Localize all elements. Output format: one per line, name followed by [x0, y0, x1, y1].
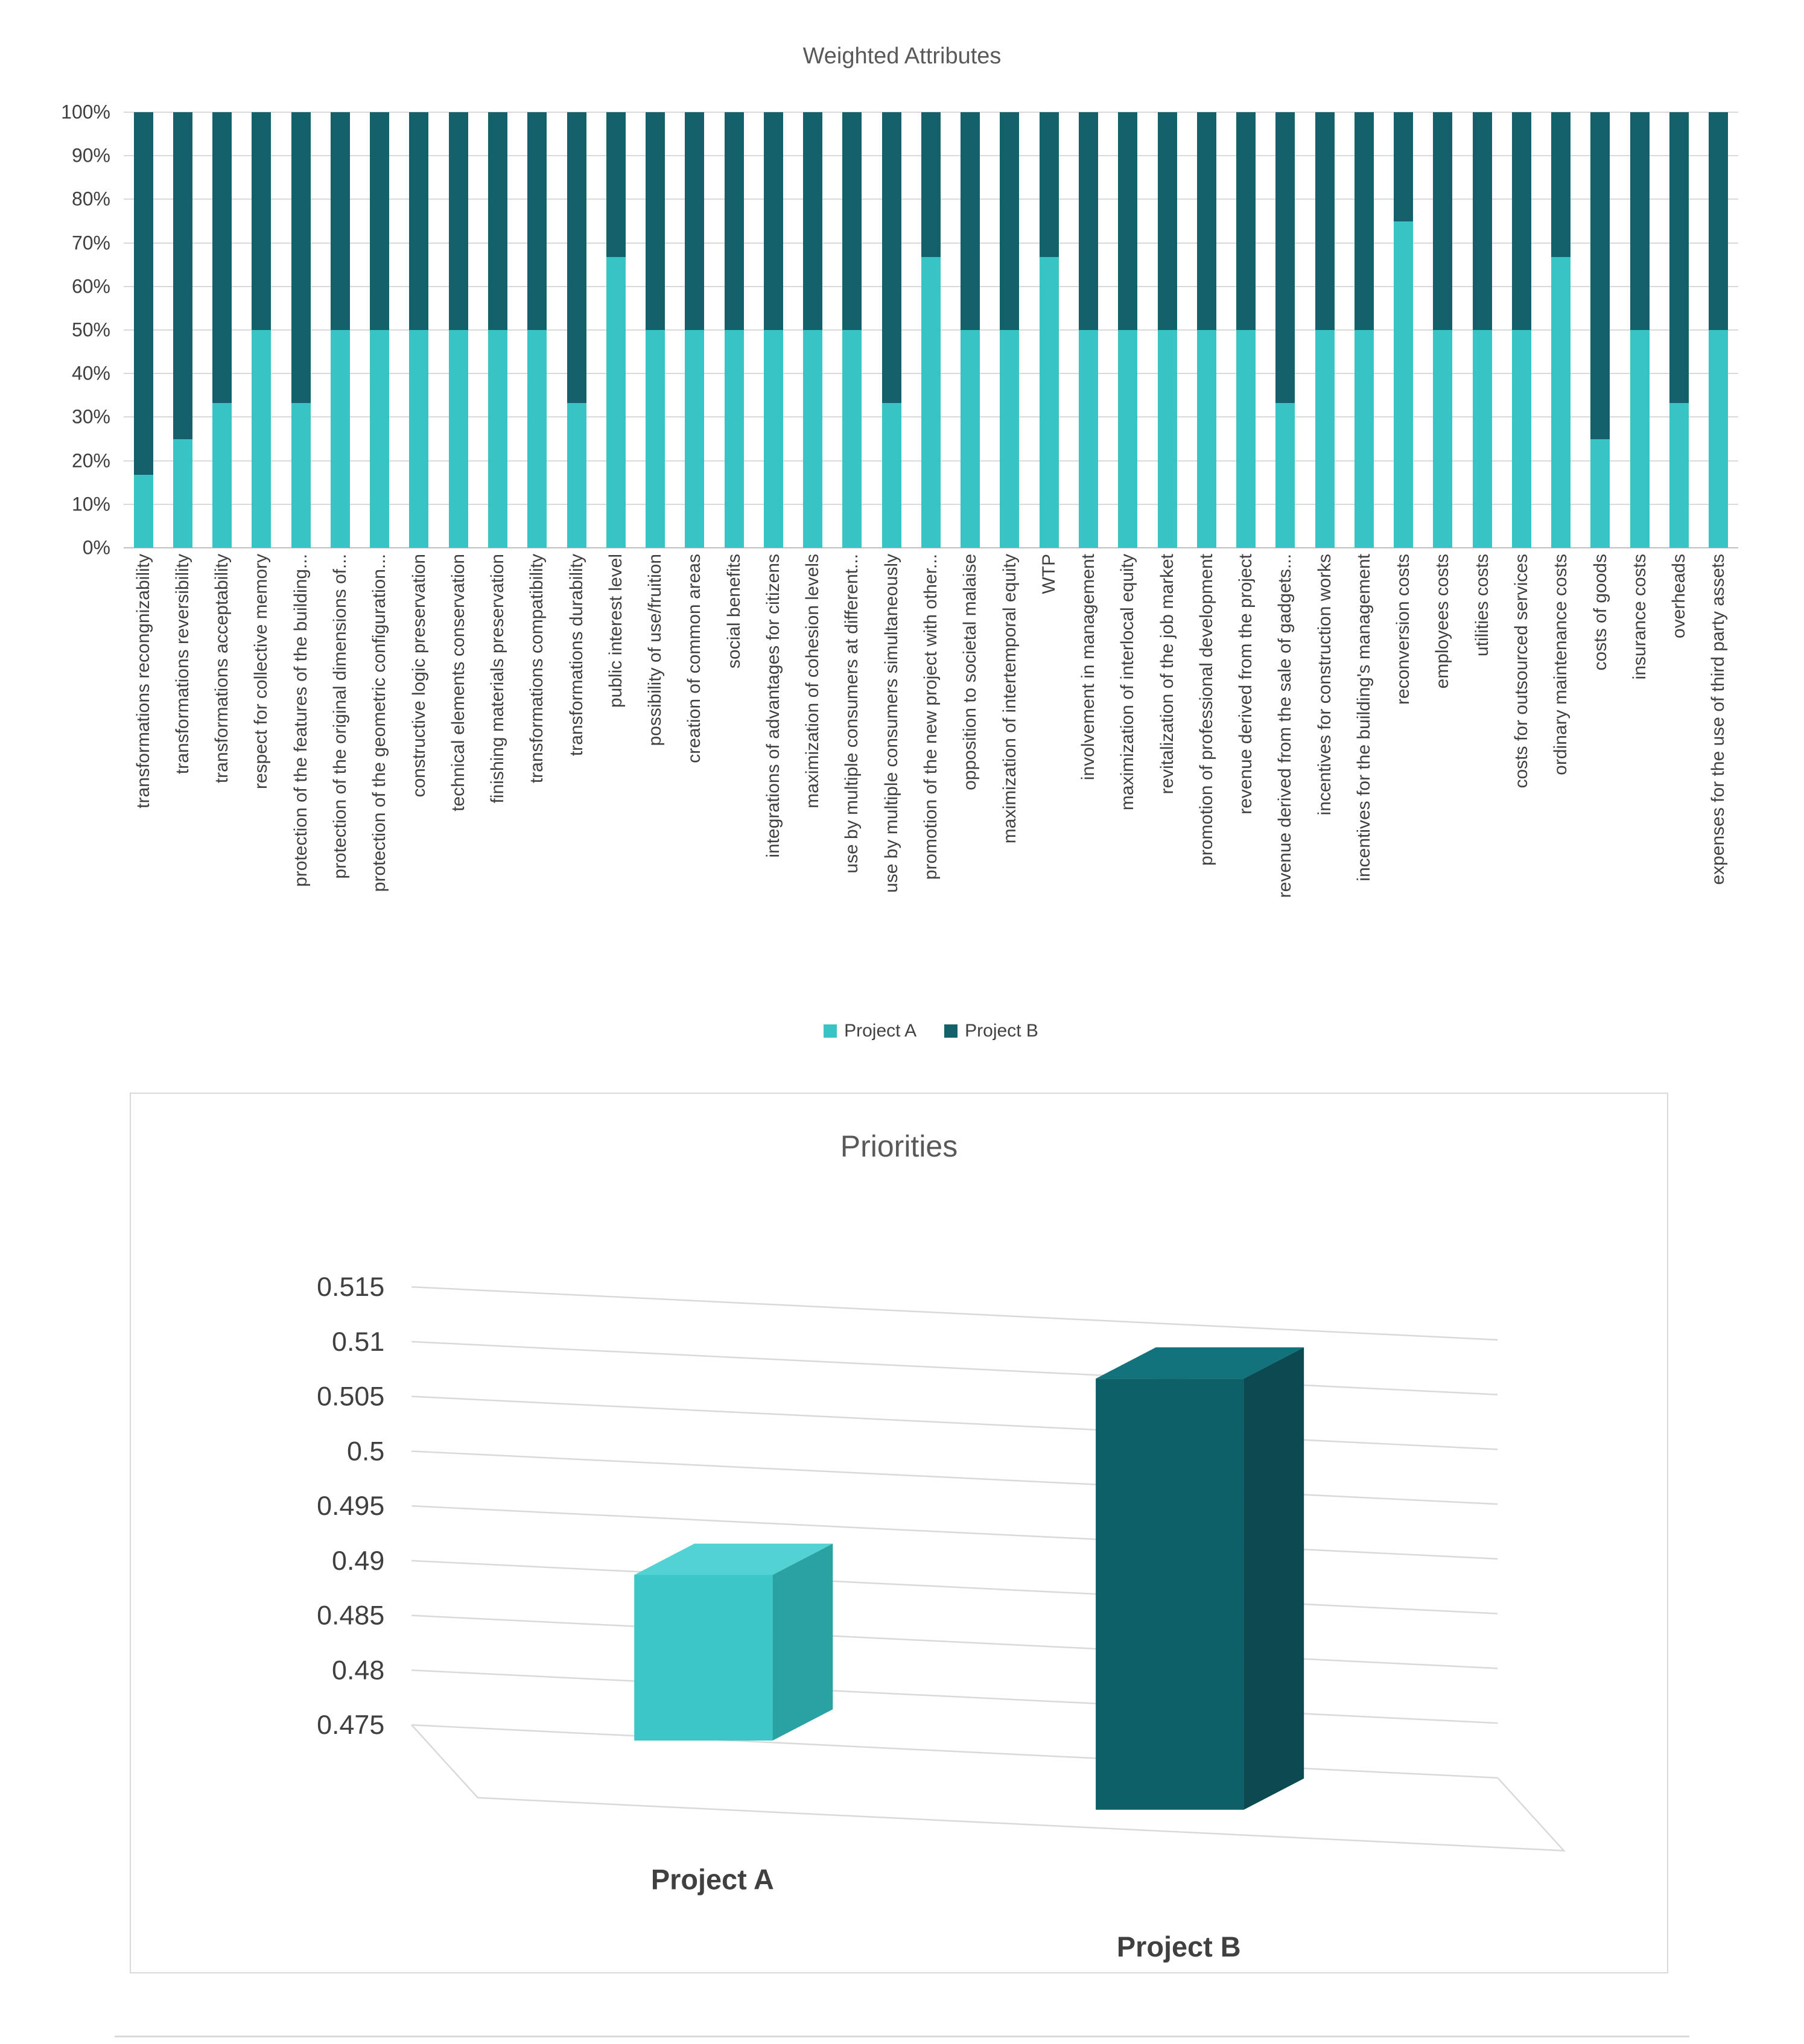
- bar-slot: [1305, 112, 1344, 548]
- divider-line: [115, 2036, 1689, 2037]
- segment-project-b: [567, 112, 586, 403]
- y-tick-label: 0.49: [332, 1544, 385, 1576]
- y-axis-tick-label: 40%: [71, 362, 110, 384]
- segment-project-a: [606, 257, 626, 548]
- stacked-bar: [1236, 112, 1256, 548]
- bars-area: [124, 112, 1738, 548]
- segment-project-a: [1000, 330, 1019, 548]
- category-label: incentives for the building's management: [1353, 554, 1374, 881]
- bar-side-face: [1243, 1347, 1304, 1809]
- gridline-3d: [411, 1451, 1498, 1504]
- stacked-bar: [1630, 112, 1650, 548]
- category-label: expenses for the use of third party assets: [1708, 554, 1729, 885]
- y-axis-tick-label: 0%: [82, 536, 110, 559]
- y-axis-tick-label: 30%: [71, 405, 110, 428]
- stacked-bar: [1355, 112, 1374, 548]
- category-label: employees costs: [1432, 554, 1453, 689]
- segment-project-a: [842, 330, 862, 548]
- segment-project-a: [1433, 330, 1452, 548]
- category-label: respect for collective memory: [251, 554, 272, 790]
- category-label: integrations of advantages for citizens: [763, 554, 783, 858]
- bar-3d-project-b: [1096, 1347, 1304, 1809]
- segment-project-b: [449, 112, 468, 330]
- category-label: transformations compatibility: [527, 554, 547, 784]
- segment-project-a: [134, 475, 153, 548]
- segment-project-a: [1394, 221, 1413, 548]
- segment-project-b: [803, 112, 822, 330]
- legend: [124, 1021, 1738, 1041]
- legend-swatch: [944, 1024, 958, 1038]
- category-label: promotion of the new project with other...: [921, 554, 941, 880]
- y-axis-tick-label: 70%: [71, 232, 110, 254]
- segment-project-a: [1709, 330, 1728, 548]
- gridline-3d: [411, 1725, 1498, 1778]
- category-label: incentives for construction works: [1314, 554, 1335, 816]
- segment-project-a: [803, 330, 822, 548]
- bar-slot: [242, 112, 281, 548]
- y-tick-label: 0.51: [332, 1325, 385, 1357]
- category-label-3d: Project B: [1116, 1931, 1241, 1963]
- stacked-bar: [1590, 112, 1610, 548]
- segment-project-a: [1236, 330, 1256, 548]
- bar-slot: [675, 112, 714, 548]
- gridline-3d: [411, 1616, 1498, 1669]
- segment-project-a: [1473, 330, 1492, 548]
- y-tick-label: 0.475: [317, 1709, 385, 1741]
- category-label: technical elements conservation: [448, 554, 468, 811]
- segment-project-b: [1275, 112, 1295, 403]
- category-label: revitalization of the job market: [1157, 554, 1177, 795]
- segment-project-a: [1512, 330, 1531, 548]
- stacked-bar: [1275, 112, 1295, 548]
- bar-3d-project-a: [634, 1544, 833, 1741]
- y-axis-tick-label: 10%: [71, 493, 110, 515]
- category-label: maximization of interlocal equity: [1117, 554, 1138, 811]
- bar-slot: [203, 112, 242, 548]
- segment-project-a: [173, 439, 192, 548]
- segment-project-a: [1630, 330, 1650, 548]
- segment-project-a: [1590, 439, 1610, 548]
- category-label-3d: Project A: [650, 1864, 774, 1896]
- stacked-bar: [1000, 112, 1019, 548]
- segment-project-b: [646, 112, 665, 330]
- category-label: WTP: [1038, 554, 1059, 594]
- y-tick-label: 0.495: [317, 1490, 385, 1522]
- priorities-3d-plot: [131, 1094, 1667, 1972]
- segment-project-b: [252, 112, 271, 330]
- segment-project-b: [921, 112, 941, 257]
- segment-project-b: [1197, 112, 1216, 330]
- bar-slot: [478, 112, 517, 548]
- segment-project-a: [1197, 330, 1216, 548]
- category-label: finishing materials preservation: [488, 554, 508, 804]
- category-label: creation of common areas: [684, 554, 705, 763]
- legend-label: Project A: [844, 1021, 917, 1041]
- stacked-bar: [1551, 112, 1571, 548]
- bar-slot: [124, 112, 163, 548]
- category-label: transformations durability: [566, 554, 586, 757]
- stacked-bar: [173, 112, 192, 548]
- bar-slot: [518, 112, 557, 548]
- segment-project-b: [1630, 112, 1650, 330]
- category-label: maximization of cohesion levels: [802, 554, 823, 808]
- segment-project-b: [1355, 112, 1374, 330]
- gridline-3d: [411, 1506, 1498, 1559]
- stacked-bar: [1709, 112, 1728, 548]
- legend-item: [824, 1021, 916, 1041]
- y-tick-label: 0.5: [346, 1435, 385, 1467]
- stacked-bar: [488, 112, 507, 548]
- segment-project-a: [1551, 257, 1571, 548]
- segment-project-a: [882, 403, 901, 548]
- category-label: costs for outsourced services: [1511, 554, 1532, 789]
- bar-slot: [1463, 112, 1502, 548]
- bar-slot: [1659, 112, 1698, 548]
- segment-project-b: [173, 112, 192, 439]
- priorities-chart: [130, 1093, 1668, 1973]
- stacked-bar: [725, 112, 744, 548]
- category-axis-labels: [124, 554, 1738, 1006]
- segment-project-a: [409, 330, 428, 548]
- stacked-bar: [291, 112, 311, 548]
- stacked-bar: [882, 112, 901, 548]
- y-axis-tick-label: 100%: [61, 101, 110, 123]
- bar-slot: [872, 112, 911, 548]
- segment-project-b: [331, 112, 350, 330]
- chart-title: Priorities: [840, 1129, 958, 1163]
- gridline-3d: [411, 1397, 1498, 1450]
- stacked-bar: [842, 112, 862, 548]
- stacked-bar: [1473, 112, 1492, 548]
- segment-project-b: [961, 112, 980, 330]
- bar-slot: [1502, 112, 1541, 548]
- stacked-bar: [1197, 112, 1216, 548]
- y-tick-label: 0.505: [317, 1380, 385, 1412]
- bar-slot: [439, 112, 478, 548]
- segment-project-a: [764, 330, 783, 548]
- y-tick-label: 0.48: [332, 1654, 385, 1686]
- bar-slot: [635, 112, 675, 548]
- category-label: transformations acceptability: [212, 554, 232, 784]
- segment-project-a: [212, 403, 232, 548]
- segment-project-a: [527, 330, 547, 548]
- bar-slot: [1542, 112, 1581, 548]
- bar-slot: [1620, 112, 1659, 548]
- segment-project-a: [1079, 330, 1098, 548]
- bar-slot: [1266, 112, 1305, 548]
- stacked-bar: [370, 112, 389, 548]
- bar-slot: [911, 112, 950, 548]
- bar-slot: [951, 112, 990, 548]
- segment-project-b: [1079, 112, 1098, 330]
- bar-slot: [1226, 112, 1265, 548]
- bar-slot: [399, 112, 439, 548]
- bar-slot: [714, 112, 754, 548]
- bar-front-face: [634, 1575, 772, 1741]
- segment-project-b: [1040, 112, 1059, 257]
- category-label: possibility of use/fruition: [645, 554, 665, 746]
- bar-slot: [1384, 112, 1423, 548]
- segment-project-a: [1275, 403, 1295, 548]
- segment-project-b: [1236, 112, 1256, 330]
- stacked-bar: [1079, 112, 1098, 548]
- segment-project-a: [685, 330, 704, 548]
- category-label: revenue derived from the sale of gadgets...: [1275, 554, 1295, 898]
- stacked-bar: [567, 112, 586, 548]
- segment-project-b: [370, 112, 389, 330]
- segment-project-a: [961, 330, 980, 548]
- bar-slot: [793, 112, 833, 548]
- legend-item: [944, 1021, 1038, 1041]
- bar-slot: [1699, 112, 1738, 548]
- bar-slot: [1581, 112, 1620, 548]
- y-axis-tick-label: 90%: [71, 144, 110, 167]
- bar-slot: [320, 112, 360, 548]
- segment-project-a: [1158, 330, 1177, 548]
- segment-project-b: [409, 112, 428, 330]
- y-tick-label: 0.515: [317, 1271, 385, 1303]
- segment-project-a: [725, 330, 744, 548]
- segment-project-b: [134, 112, 153, 475]
- stacked-bar: [1394, 112, 1413, 548]
- segment-project-b: [882, 112, 901, 403]
- segment-project-b: [842, 112, 862, 330]
- bar-slot: [1423, 112, 1463, 548]
- stacked-bar: [1118, 112, 1137, 548]
- bar-slot: [1344, 112, 1383, 548]
- bar-slot: [833, 112, 872, 548]
- category-label: ordinary maintenance costs: [1551, 554, 1571, 775]
- gridline-3d: [411, 1287, 1498, 1340]
- stacked-bar: [1433, 112, 1452, 548]
- chart-title: Weighted Attributes: [802, 43, 1002, 69]
- segment-project-b: [1158, 112, 1177, 330]
- stacked-bar: [606, 112, 626, 548]
- segment-project-b: [1315, 112, 1335, 330]
- segment-project-b: [1473, 112, 1492, 330]
- stacked-bar: [1040, 112, 1059, 548]
- segment-project-a: [567, 403, 586, 548]
- stacked-bar: [1315, 112, 1335, 548]
- segment-project-a: [252, 330, 271, 548]
- bar-slot: [281, 112, 320, 548]
- segment-project-a: [921, 257, 941, 548]
- stacked-bar: [1669, 112, 1689, 548]
- y-axis-tick-label: 80%: [71, 188, 110, 210]
- segment-project-b: [606, 112, 626, 257]
- segment-project-a: [1669, 403, 1689, 548]
- category-label: protection of the geometric configuration...: [369, 554, 390, 892]
- legend-label: Project B: [965, 1021, 1038, 1041]
- segment-project-b: [1000, 112, 1019, 330]
- stacked-bar: [409, 112, 428, 548]
- bar-side-face: [773, 1544, 833, 1741]
- category-label: overheads: [1669, 554, 1689, 639]
- stacked-bar: [1512, 112, 1531, 548]
- category-label: costs of goods: [1590, 554, 1610, 671]
- gridline-3d: [411, 1561, 1498, 1614]
- category-label: public interest level: [605, 554, 626, 708]
- bar-slot: [754, 112, 793, 548]
- segment-project-b: [1394, 112, 1413, 221]
- bar-slot: [1069, 112, 1108, 548]
- grid-3d: [411, 1287, 1564, 1850]
- category-label: protection of the features of the building...: [290, 554, 311, 887]
- segment-project-a: [1118, 330, 1137, 548]
- stacked-bar: [921, 112, 941, 548]
- category-label: transformations reversibility: [172, 554, 192, 775]
- segment-project-b: [725, 112, 744, 330]
- y-tick-label: 0.485: [317, 1599, 385, 1631]
- stacked-bar: [212, 112, 232, 548]
- stacked-bar: [803, 112, 822, 548]
- category-label: revenue derived from the project: [1236, 554, 1256, 814]
- stacked-bar: [961, 112, 980, 548]
- y-axis-tick-label: 20%: [71, 449, 110, 472]
- segment-project-b: [685, 112, 704, 330]
- category-label: use by multiple consumers at different...: [842, 554, 862, 874]
- category-label: transformations recongnizability: [133, 554, 153, 808]
- segment-project-a: [291, 403, 311, 548]
- stacked-bar: [764, 112, 783, 548]
- segment-project-a: [488, 330, 507, 548]
- bar-slot: [1108, 112, 1148, 548]
- stacked-bar: [527, 112, 547, 548]
- stacked-bar: [134, 112, 153, 548]
- bar-slot: [596, 112, 635, 548]
- bar-slot: [1187, 112, 1226, 548]
- segment-project-a: [1040, 257, 1059, 548]
- category-label: utilities costs: [1472, 554, 1492, 657]
- stacked-bar: [252, 112, 271, 548]
- segment-project-b: [1709, 112, 1728, 330]
- y-axis-tick-label: 60%: [71, 275, 110, 297]
- segment-project-b: [212, 112, 232, 403]
- stacked-bar: [331, 112, 350, 548]
- floor-outline: [411, 1725, 1564, 1850]
- bar-slot: [990, 112, 1029, 548]
- segment-project-b: [764, 112, 783, 330]
- segment-project-b: [1118, 112, 1137, 330]
- plot-area: [61, 101, 1738, 559]
- category-label: insurance costs: [1629, 554, 1650, 680]
- segment-project-b: [1512, 112, 1531, 330]
- segment-project-a: [449, 330, 468, 548]
- bar-slot: [1029, 112, 1069, 548]
- segment-project-b: [291, 112, 311, 403]
- legend-swatch: [824, 1024, 837, 1038]
- category-label: reconversion costs: [1393, 554, 1414, 705]
- segment-project-a: [1355, 330, 1374, 548]
- category-label: involvement in management: [1078, 554, 1099, 781]
- gridline-3d: [411, 1670, 1498, 1723]
- y-axis-tick-label: 50%: [71, 319, 110, 341]
- bar-slot: [1148, 112, 1187, 548]
- stacked-bar: [1158, 112, 1177, 548]
- category-label: constructive logic preservation: [408, 554, 429, 798]
- category-label: promotion of professional development: [1196, 554, 1216, 866]
- bar-front-face: [1096, 1379, 1243, 1810]
- segment-project-a: [370, 330, 389, 548]
- segment-project-b: [1551, 112, 1571, 257]
- segment-project-b: [1669, 112, 1689, 403]
- bar-slot: [557, 112, 596, 548]
- category-label: maximization of intertemporal equity: [999, 554, 1020, 844]
- category-label: use by multiple consumers simultaneously: [881, 554, 901, 893]
- stacked-bar: [449, 112, 468, 548]
- segment-project-b: [527, 112, 547, 330]
- segment-project-b: [488, 112, 507, 330]
- bar-slot: [360, 112, 399, 548]
- segment-project-a: [1315, 330, 1335, 548]
- category-label: opposition to societal malaise: [960, 554, 980, 790]
- segment-project-a: [331, 330, 350, 548]
- segment-project-a: [646, 330, 665, 548]
- segment-project-b: [1433, 112, 1452, 330]
- segment-project-b: [1590, 112, 1610, 439]
- stacked-bar: [646, 112, 665, 548]
- stacked-bar: [685, 112, 704, 548]
- category-label: protection of the original dimensions of...: [329, 554, 350, 879]
- gridline-3d: [411, 1342, 1498, 1395]
- bar-slot: [163, 112, 202, 548]
- category-label: social benefits: [723, 554, 744, 669]
